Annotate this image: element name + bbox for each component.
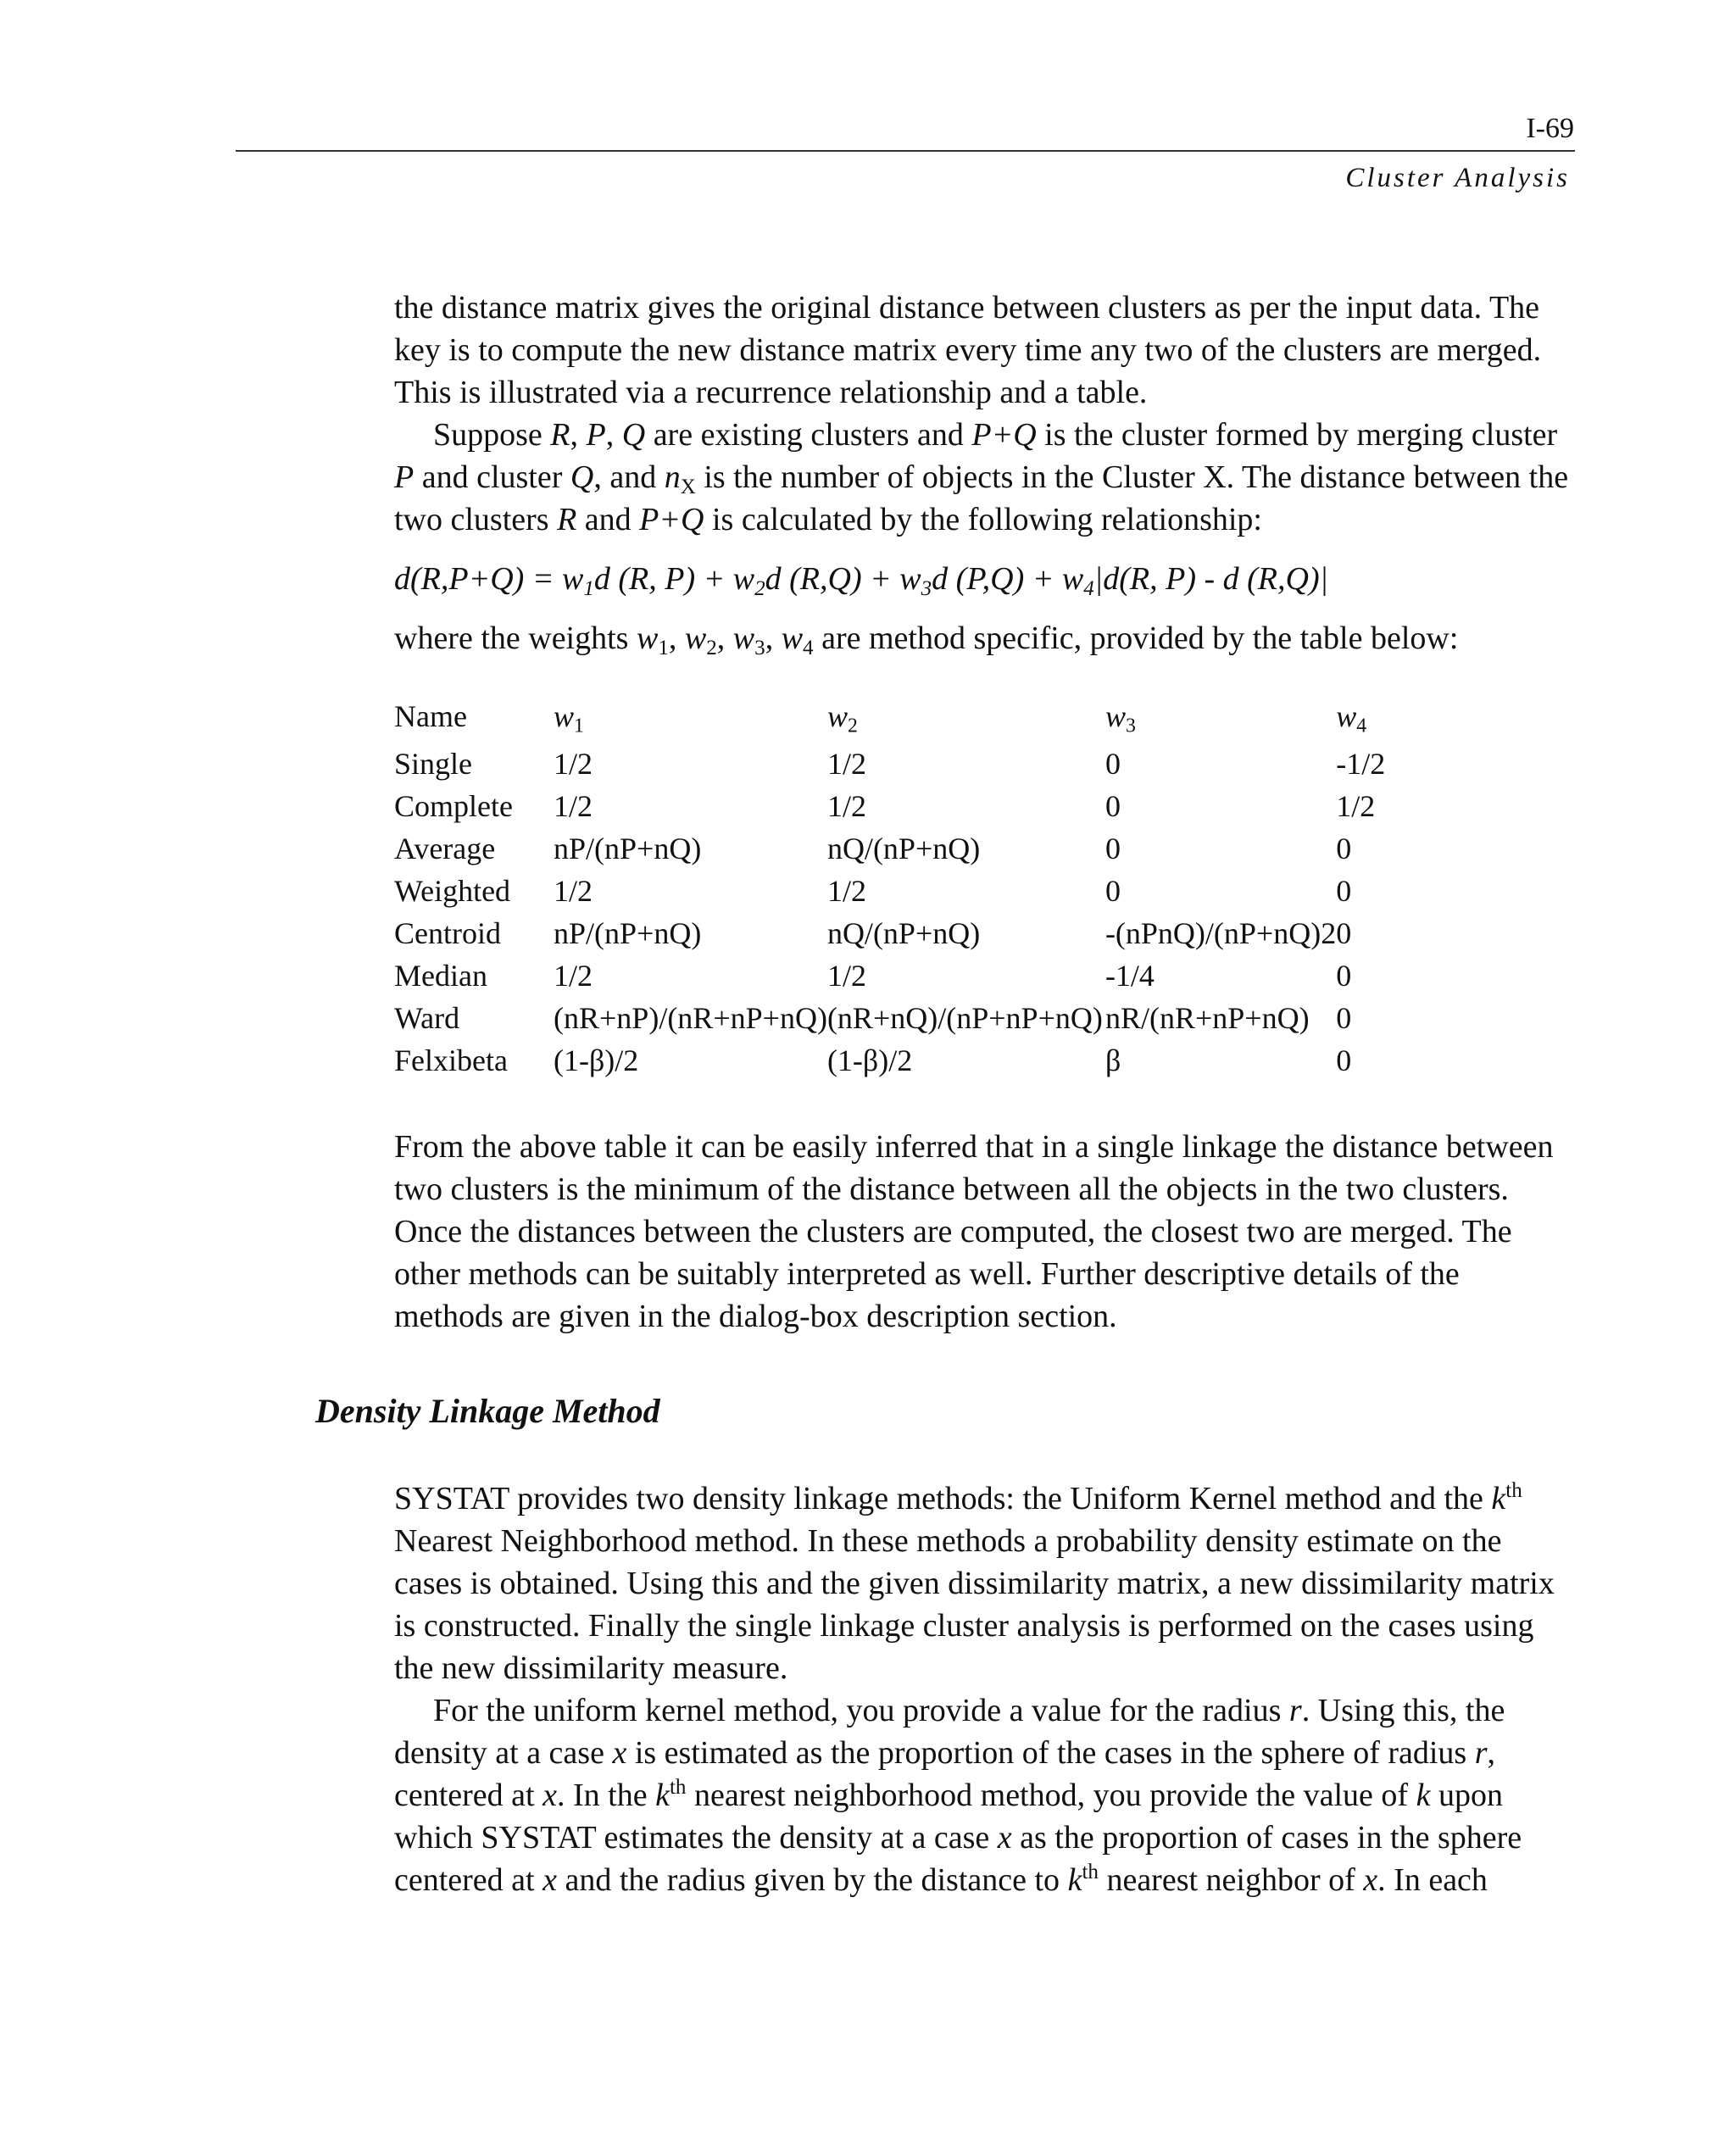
cell-name: Median [394, 959, 487, 993]
header-w2: $w_2$ [826, 699, 858, 737]
cell-w4: 0 [1336, 832, 1352, 865]
header-rule [236, 150, 1575, 152]
cell-w3: 0 [1104, 789, 1121, 823]
density-section [394, 1477, 1574, 1901]
cell-w1: (1-β)/2 [554, 1043, 639, 1077]
cell-w3: 0 [1104, 874, 1121, 908]
cell-w4: 1/2 [1336, 789, 1376, 823]
header-w4: $w_4$ [1336, 699, 1367, 737]
section-heading: Density Linkage Method [315, 1392, 660, 1430]
intro-paragraph: the distance matrix gives the original distance between clusters as per the input data. The key is to compute the new distance matrix every time any two of the clusters are merged. This is illustrated via a recurrence relationship and a table. [394, 290, 1542, 410]
cell-w2: 1/2 [826, 747, 866, 781]
cell-name: Centroid [394, 916, 501, 950]
cell-w3: 0 [1104, 747, 1121, 781]
cell-w3: nR/(nR+nP+nQ) [1104, 1001, 1310, 1035]
cell-w2: nQ/(nP+nQ) [826, 916, 981, 950]
cell-w1: nP/(nP+nQ) [554, 832, 702, 865]
cell-name: Single [394, 747, 473, 781]
table-row [394, 912, 1455, 954]
header-w1: $w_1$ [554, 699, 584, 737]
weights-table [394, 695, 1455, 1082]
cell-w1: 1/2 [554, 747, 593, 781]
density-paragraph-1: SYSTAT provides two density linkage methods: the Uniform Kernel method and the $k^{th}$ Nearest Neighborhood method. In these methods a probability density estimate on the cases is obtained. Using this and the given dissimilarity matrix, a new dissimilarity matrix is constructed. Finally the single linkage cluster analysis is performed on the cases using the new dissimilarity measure. [394, 1479, 1555, 1686]
cell-w1: 1/2 [554, 874, 593, 908]
cell-w2: 1/2 [826, 959, 866, 993]
cell-w1: nP/(nP+nQ) [554, 916, 702, 950]
cell-w1: 1/2 [554, 789, 593, 823]
intro-section [394, 287, 1574, 1338]
header-name: Name [394, 699, 467, 733]
header-w3: $w_3$ [1104, 699, 1136, 737]
cell-w3: β [1104, 1043, 1121, 1077]
cell-w2: 1/2 [826, 789, 866, 823]
density-paragraph-2: For the uniform kernel method, you provide a value for the radius r. Using this, the density at a case x is estimated as the proportion of the cases in the sphere of radius r, centered at x. In the $k^{th}$ nearest neighborhood method, you provide the value of k upon which SYSTAT estimates the density at a case x as the proportion of cases in the sphere centered at x and the radius given by the distance to $k^{th}$ nearest neighbor of x. In each [394, 1693, 1522, 1898]
cell-w4: 0 [1336, 1001, 1352, 1035]
table-row [394, 785, 1455, 827]
cell-w4: 0 [1336, 916, 1352, 950]
cell-w1: (nR+nP)/(nR+nP+nQ) [554, 1001, 827, 1035]
cell-name: Weighted [394, 874, 511, 908]
table-row [394, 1039, 1455, 1082]
cell-w4: 0 [1336, 874, 1352, 908]
cell-w3: 0 [1104, 832, 1121, 865]
cell-w1: 1/2 [554, 959, 593, 993]
weights-sentence: where the weights $w_1$, $w_2$, $w_3$, $w_4$ are method specific, provided by the table below: [394, 620, 1459, 660]
suppose-paragraph: Suppose R, P, Q are existing clusters and P+Q is the cluster formed by merging cluster P and cluster Q, and $n_X$ is the number of objects in the Cluster X. The distance between the two clusters R and P+Q is calculated by the following relationship: [394, 417, 1569, 537]
recurrence-equation: $d(R,P+Q) = w_1d$ (R, $P) + w_2d$ $(R,Q) + w_3d$ $(P,Q) + w_4|d(R$, P) - d (R,Q)| [394, 561, 1329, 601]
cell-w3: -1/4 [1104, 959, 1155, 993]
table-row [394, 997, 1455, 1039]
cell-name: Felxibeta [394, 1043, 508, 1077]
cell-w2: 1/2 [826, 874, 866, 908]
cell-w3: -(nPnQ)/(nP+nQ)2 [1104, 916, 1337, 950]
cell-name: Complete [394, 789, 513, 823]
cell-w2: (nR+nQ)/(nP+nP+nQ) [826, 1001, 1103, 1035]
cell-name: Ward [394, 1001, 460, 1035]
table-body [394, 743, 1455, 1082]
cell-w2: nQ/(nP+nQ) [826, 832, 981, 865]
table-row [394, 827, 1455, 870]
cell-w4: 0 [1336, 1043, 1352, 1077]
table-header-row [394, 695, 1455, 743]
cell-name: Average [394, 832, 496, 865]
table-row [394, 954, 1455, 997]
table-row [394, 743, 1455, 785]
after-table-paragraph: From the above table it can be easily inferred that in a single linkage the distance between two clusters is the minimum of the distance between all the objects in the two clusters. Once the distances between the clusters are computed, the closest two are merged. The other methods can be suitably interpreted as well. Further descriptive details of the methods are given in the dialog-box description section. [394, 1129, 1554, 1334]
table-row [394, 870, 1455, 912]
cell-w4: 0 [1336, 959, 1352, 993]
page-number: I-69 [1526, 113, 1574, 144]
cell-w2: (1-β)/2 [826, 1043, 913, 1077]
running-head: Cluster Analysis [1345, 163, 1570, 193]
cell-w4: -1/2 [1336, 747, 1386, 781]
